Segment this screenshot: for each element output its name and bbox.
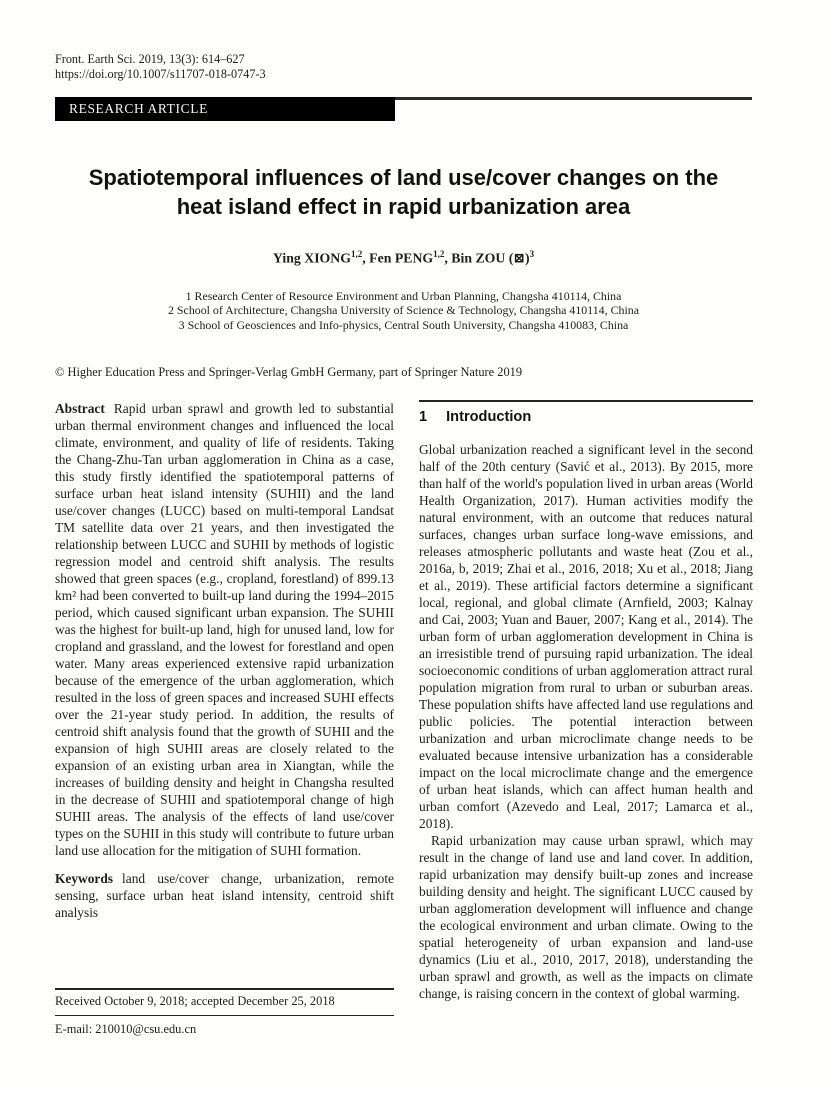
email-line: E-mail: 210010@csu.edu.cn bbox=[55, 1022, 197, 1037]
right-column bbox=[419, 400, 753, 1002]
author-name: , Fen PENG bbox=[362, 250, 434, 266]
article-title-line1: Spatiotemporal influences of land use/cover changes on the bbox=[88, 165, 719, 190]
section-heading bbox=[419, 409, 753, 426]
keywords-label: Keywords bbox=[55, 871, 114, 886]
article-title-line2: heat island effect in rapid urbanization area bbox=[176, 194, 631, 219]
affiliation-3: 3 School of Geosciences and Info-physics, Central South University, Changsha 410083, China bbox=[178, 317, 629, 332]
article-type-bar bbox=[55, 97, 395, 121]
section-number: 1 bbox=[419, 409, 428, 425]
abstract-label: Abstract bbox=[55, 401, 105, 416]
section-rule bbox=[419, 400, 753, 402]
author-affiliation-sup: 1,2 bbox=[433, 249, 445, 259]
doi-link: https://doi.org/10.1007/s11707-018-0747-3 bbox=[55, 66, 266, 81]
journal-meta bbox=[55, 52, 266, 81]
author-name: Ying XIONG bbox=[272, 250, 351, 266]
introduction-paragraph-1: Global urbanization reached a significant level in the second half of the 20th century (Savić et al., 2013). By 2015, more than half of the world's population lived in urban areas (World Health Organization, 2017). Human activities modify the natural environment, with an outcome that reduces natural surfaces, changes urban surface long-wave emissions, and releases atmospheric pollutants and waste heat (Zou et al., 2016a, b, 2019; Zhai et al., 2016, 2018; Xu et al., 2018; Jiang et al., 2019). These artificial factors determine a significant local, regional, and global climate (Arnfield, 2003; Kalnay and Cai, 2003; Yuan and Bauer, 2007; Kang et al., 2014). The urban form of urban agglomeration development in China is an irresistible trend of pursuing rapid urbanization. The ideal socioeconomic conditions of urban agglomeration attract rural population migration from rural to urban or suburban areas. These population shifts have affected land use regulations and public policies. The potential interaction between urbanization and urban microclimate change needs to be evaluated because intensive urbanization has a considerable impact on the local microclimate change and the emergence of urban heat islands, which can affect human health and urban comfort (Azevedo and Leal, 2017; Lamarca et al., 2018). bbox=[419, 442, 753, 831]
author-line bbox=[55, 249, 752, 267]
article-type-label: RESEARCH ARTICLE bbox=[69, 101, 208, 116]
copyright-line: © Higher Education Press and Springer-Verlag GmbH Germany, part of Springer Nature 2019 bbox=[55, 365, 523, 379]
keywords-paragraph bbox=[55, 870, 394, 921]
abstract-paragraph bbox=[55, 400, 394, 859]
author-affiliation-sup: 3 bbox=[529, 249, 535, 259]
introduction-paragraph-2: Rapid urbanization may cause urban sprawl, which may result in the change of land use and land cover. In addition, rapid urbanization may densify built-up zones and increase building density and height. The significant LUCC caused by urban agglomeration development will influence and change the ecological environment and urban climate. Owing to the spatial heterogeneity of urban expansion and land-use dynamics (Liu et al., 2010, 2017, 2018), understanding the urban sprawl and growth, as well as the impacts on climate change, is raising concern in the context of global warming. bbox=[419, 833, 753, 1001]
affiliation-2: 2 School of Architecture, Changsha University of Science & Technology, Changsha 410114, China bbox=[168, 303, 639, 318]
author-affiliation-sup: 1,2 bbox=[351, 249, 363, 259]
abstract-text: Rapid urban sprawl and growth led to substantial urban thermal environment changes and influenced the local climate, environment, and quality of life of residents. Taking the Chang-Zhu-Tan urban agglomeration in China as a case, this study firstly identified the spatiotemporal patterns of surface urban heat island intensity (SUHII) and the land use/cover changes (LUCC) based on multi-temporal Landsat TM satellite data over 21 years, and then investigated the relationship between LUCC and SUHII by methods of logistic regression model and centroid shift analysis. The results showed that green spaces (e.g., cropland, forestland) of 899.13 km² had been converted to built-up land during the 1994–2015 period, which caused significant urban expansion. The SUHII was the highest for built-up land, high for unused land, low for cropland and grassland, and the lowest for forestland and open water. Many areas experienced extensive rapid urbanization because of the emergence of the urban agglomeration, which resulted in the loss of green spaces and increased SUHI effects over the 21-year study period. In addition, the results of centroid shift analysis found that the growth of SUHII and the expansion of high SUHII areas are closely related to the expansion of an existing urban area in Xiangtan, while the increases of building density and height in Changsha resulted in the decrease of SUHII and spatiotemporal change of high SUHII areas. The analysis of the effects of land use/cover types on the SUHII in this study will contribute to future urban land use allocation for the mitigation of SUHI formation. bbox=[55, 401, 394, 858]
footnote-block bbox=[55, 988, 394, 1037]
journal-citation: Front. Earth Sci. 2019, 13(3): 614–627 bbox=[55, 52, 245, 66]
keywords-text: land use/cover change, urbanization, remote sensing, surface urban heat island intensity, centroid shift analysis bbox=[55, 871, 394, 920]
article-title bbox=[55, 163, 752, 221]
left-column bbox=[55, 400, 394, 921]
header-rule bbox=[395, 97, 752, 100]
received-accepted-line: Received October 9, 2018; accepted December 25, 2018 bbox=[55, 994, 335, 1008]
affiliations bbox=[55, 289, 752, 332]
author-name: , Bin ZOU (⊠) bbox=[444, 250, 530, 266]
section-title: Introduction bbox=[446, 409, 532, 425]
affiliation-1: 1 Research Center of Resource Environment and Urban Planning, Changsha 410114, China bbox=[185, 289, 622, 303]
